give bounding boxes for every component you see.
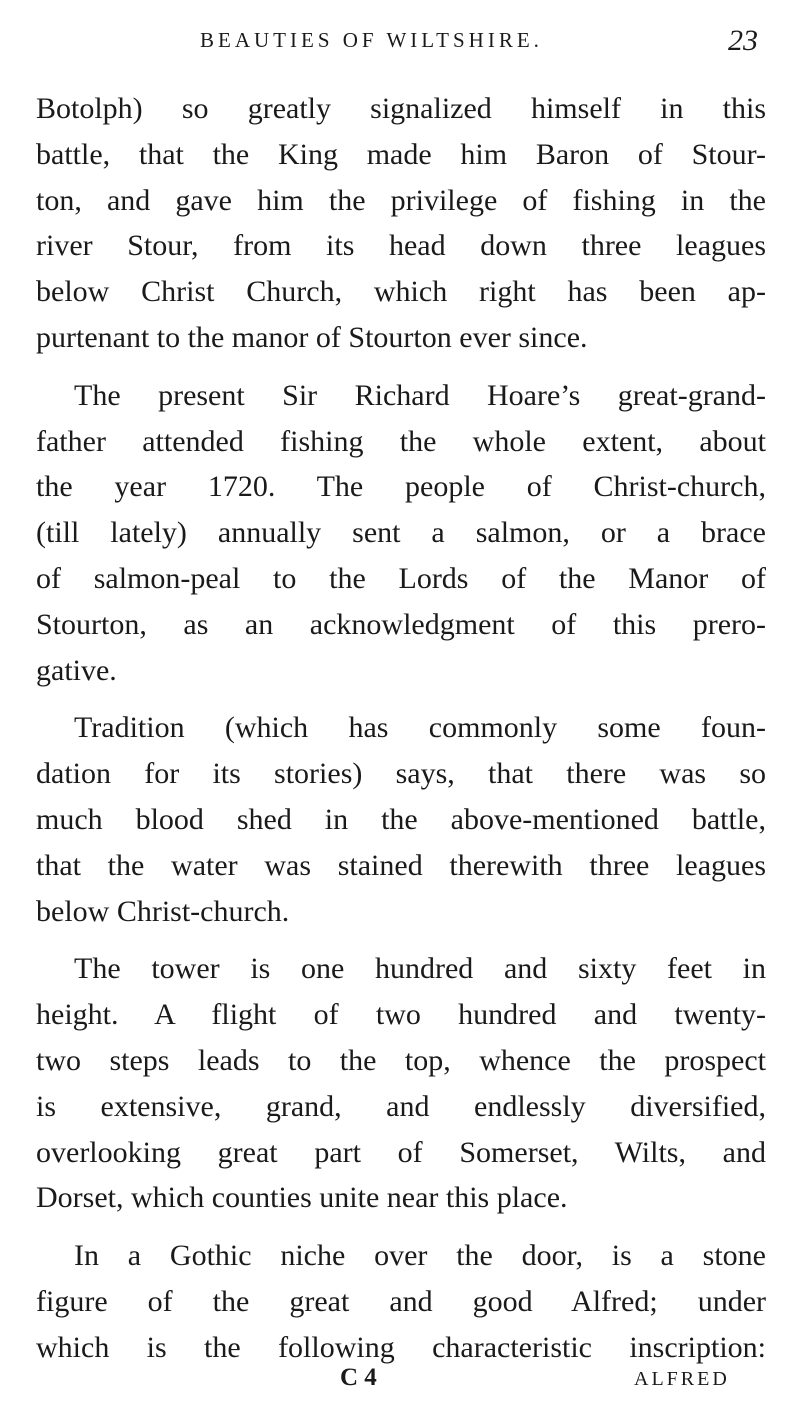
text-line: height. A flight of two hundred and twenty-	[36, 998, 766, 1032]
text-line: gative.	[36, 653, 117, 687]
text-line: figure of the great and good Alfred; under	[36, 1284, 766, 1318]
paragraph-alfred-niche	[36, 1233, 766, 1370]
text-line: is extensive, grand, and endlessly diversified,	[36, 1089, 766, 1123]
text-line: that the water was stained therewith three leagues	[36, 848, 766, 882]
text-line: The present Sir Richard Hoare’s great-grand-	[74, 378, 766, 412]
text-line: overlooking great part of Somerset, Wilts, and	[36, 1135, 766, 1169]
text-line: In a Gothic niche over the door, is a stone	[74, 1239, 766, 1273]
text-line: battle, that the King made him Baron of Stour-	[36, 137, 766, 171]
text-line: purtenant to the manor of Stourton ever since.	[36, 320, 588, 354]
text-line: Tradition (which has commonly some foun-	[74, 711, 766, 745]
text-line: river Stour, from its head down three leagues	[36, 229, 766, 263]
signature-mark: C 4	[340, 1364, 377, 1391]
page-number: 23	[728, 24, 758, 57]
paragraph-botolph	[36, 86, 766, 361]
text-line: father attended fishing the whole extent, about	[36, 424, 766, 458]
text-line: below Christ Church, which right has been ap-	[36, 275, 766, 309]
text-line: which is the following characteristic inscription:	[36, 1330, 766, 1364]
text-line: Dorset, which counties unite near this place.	[36, 1181, 568, 1215]
text-line: below Christ-church.	[36, 894, 290, 928]
paragraph-tower	[36, 946, 766, 1221]
catchword: ALFRED	[634, 1368, 730, 1390]
text-line: two steps leads to the top, whence the prospect	[36, 1043, 766, 1077]
page-footer	[0, 1364, 800, 1404]
text-line: of salmon-peal to the Lords of the Manor of	[36, 561, 766, 595]
text-line: Stourton, as an acknowledgment of this prero-	[36, 607, 766, 641]
running-head	[0, 24, 800, 68]
text-line: the year 1720. The people of Christ-church,	[36, 470, 766, 504]
body-text	[36, 86, 766, 1383]
paragraph-hoare	[36, 373, 766, 694]
text-line: Botolph) so greatly signalized himself in this	[36, 92, 766, 125]
text-line: ton, and gave him the privilege of fishing in the	[36, 183, 766, 217]
text-line: The tower is one hundred and sixty feet in	[74, 952, 766, 986]
text-line: (till lately) annually sent a salmon, or a brace	[36, 516, 766, 550]
paragraph-tradition	[36, 705, 766, 934]
text-line: dation for its stories) says, that there was so	[36, 757, 766, 791]
running-title: BEAUTIES OF WILTSHIRE.	[200, 28, 543, 52]
text-line: much blood shed in the above-mentioned battle,	[36, 802, 766, 836]
